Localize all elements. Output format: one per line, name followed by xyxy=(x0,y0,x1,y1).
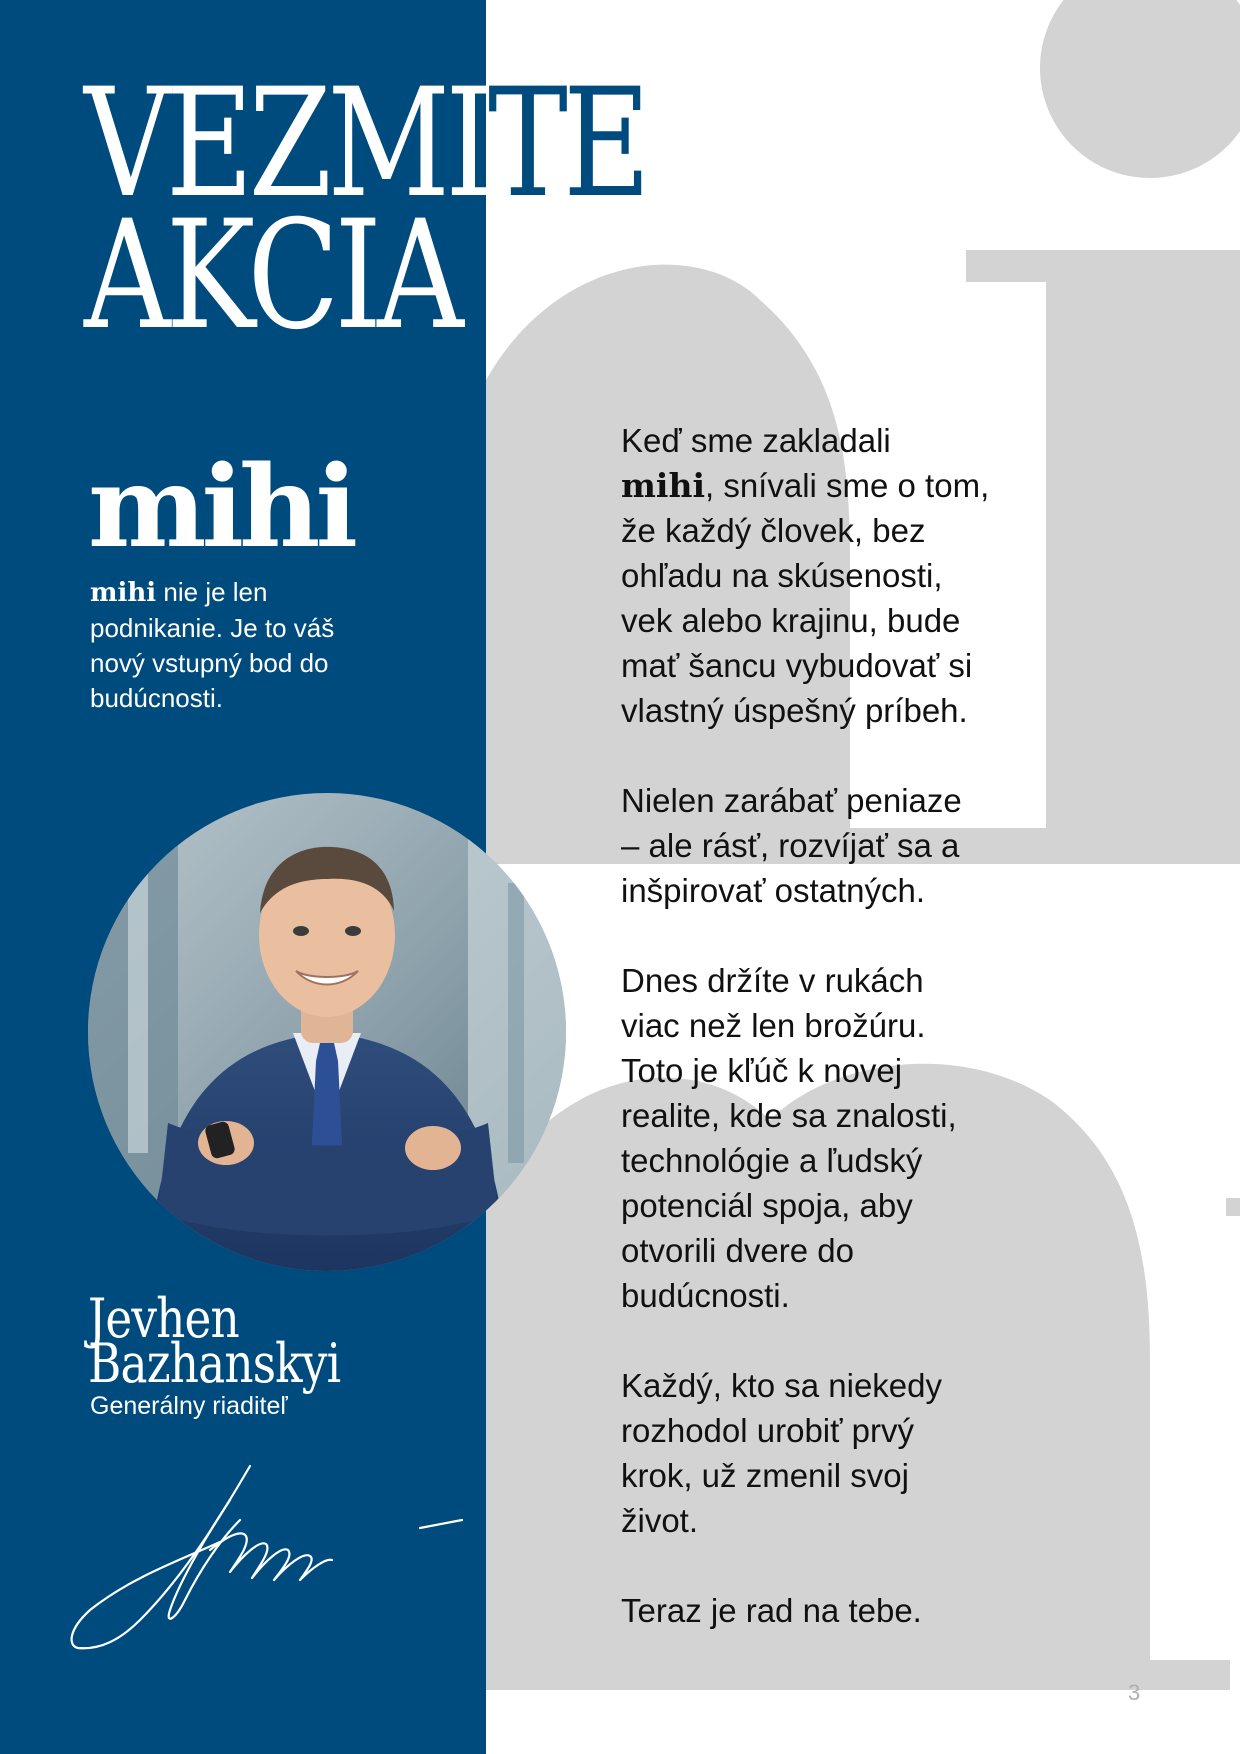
p3-line-4: realite, kde sa znalosti, xyxy=(621,1097,957,1134)
page-headline xyxy=(84,57,646,363)
p2-line-2: – ale rásť, rozvíjať sa a xyxy=(621,827,960,864)
paragraph-2 xyxy=(621,778,1051,913)
p1-line-7: vlastný úspešný príbeh. xyxy=(621,692,968,729)
ceo-first-name: Jevhen xyxy=(88,1287,239,1350)
paragraph-5 xyxy=(621,1588,1051,1633)
p3-line-7: otvorili dvere do xyxy=(621,1232,854,1269)
ceo-last-name: Bazhanskyi xyxy=(88,1332,341,1395)
headline-letter: M xyxy=(327,57,446,231)
p1-line-2 xyxy=(621,463,1051,508)
paragraph-4 xyxy=(621,1363,1051,1543)
headline-letter: E xyxy=(165,57,249,231)
ceo-portrait-photo xyxy=(88,793,566,1271)
headline-letter: V xyxy=(84,57,166,231)
p1-line-3: že každý človek, bez xyxy=(621,512,926,549)
p3-line-3: Toto je kľúč k novej xyxy=(621,1052,903,1089)
watermark-m-serif xyxy=(1226,1198,1240,1216)
intro-text xyxy=(90,575,380,716)
intro-brand: mihi xyxy=(90,578,157,608)
headline-letter: C xyxy=(247,189,335,363)
intro-body: nie je len podnikanie. Je to váš nový vstupný bod do budúcnosti. xyxy=(90,577,335,713)
p3-line-2: viac než len brožúru. xyxy=(621,1007,926,1044)
p2-line-1: Nielen zarábať peniaze xyxy=(621,782,962,819)
headline-letter: A xyxy=(84,189,166,363)
headline-letter: I xyxy=(334,189,378,363)
paragraph-3 xyxy=(621,958,1051,1318)
headline-letter: Z xyxy=(248,57,328,231)
p3-line-6: potenciál spoja, aby xyxy=(621,1187,913,1224)
p4-line-1: Každý, kto sa niekedy xyxy=(621,1367,943,1404)
paragraph-1 xyxy=(621,418,1051,733)
handwritten-signature xyxy=(60,1460,480,1660)
headline-letter: T xyxy=(487,57,564,231)
p2-line-3: inšpirovať ostatných. xyxy=(621,872,926,909)
ceo-name xyxy=(88,1287,341,1395)
headline-letter: I xyxy=(445,57,488,231)
p1-line-4: ohľadu na skúsenosti, xyxy=(621,557,943,594)
headline-letter: A xyxy=(377,189,459,363)
ceo-title: Generálny riaditeľ xyxy=(90,1392,288,1420)
p1-brand: mihi xyxy=(621,466,705,505)
brand-logo-text: mihi xyxy=(88,442,354,573)
main-body-text xyxy=(621,418,1051,1678)
p1-line-2-rest: , snívali sme o tom, xyxy=(704,467,990,504)
p4-line-3: krok, už zmenil svoj xyxy=(621,1457,909,1494)
p3-line-5: technológie a ľudský xyxy=(621,1142,923,1179)
p3-line-8: budúcnosti. xyxy=(621,1277,790,1314)
p5-line-1: Teraz je rad na tebe. xyxy=(621,1592,922,1629)
p4-line-4: život. xyxy=(621,1502,699,1539)
p3-line-1: Dnes držíte v rukách xyxy=(621,962,924,999)
p1-line-6: mať šancu vybudovať si xyxy=(621,647,973,684)
p1-line-5: vek alebo krajinu, bude xyxy=(621,602,961,639)
page-number: 3 xyxy=(1128,1680,1141,1705)
headline-letter: E xyxy=(563,57,646,231)
p4-line-2: rozhodol urobiť prvý xyxy=(621,1412,915,1449)
p1-line-1: Keď sme zakladali xyxy=(621,422,891,459)
headline-letter: K xyxy=(165,189,248,363)
